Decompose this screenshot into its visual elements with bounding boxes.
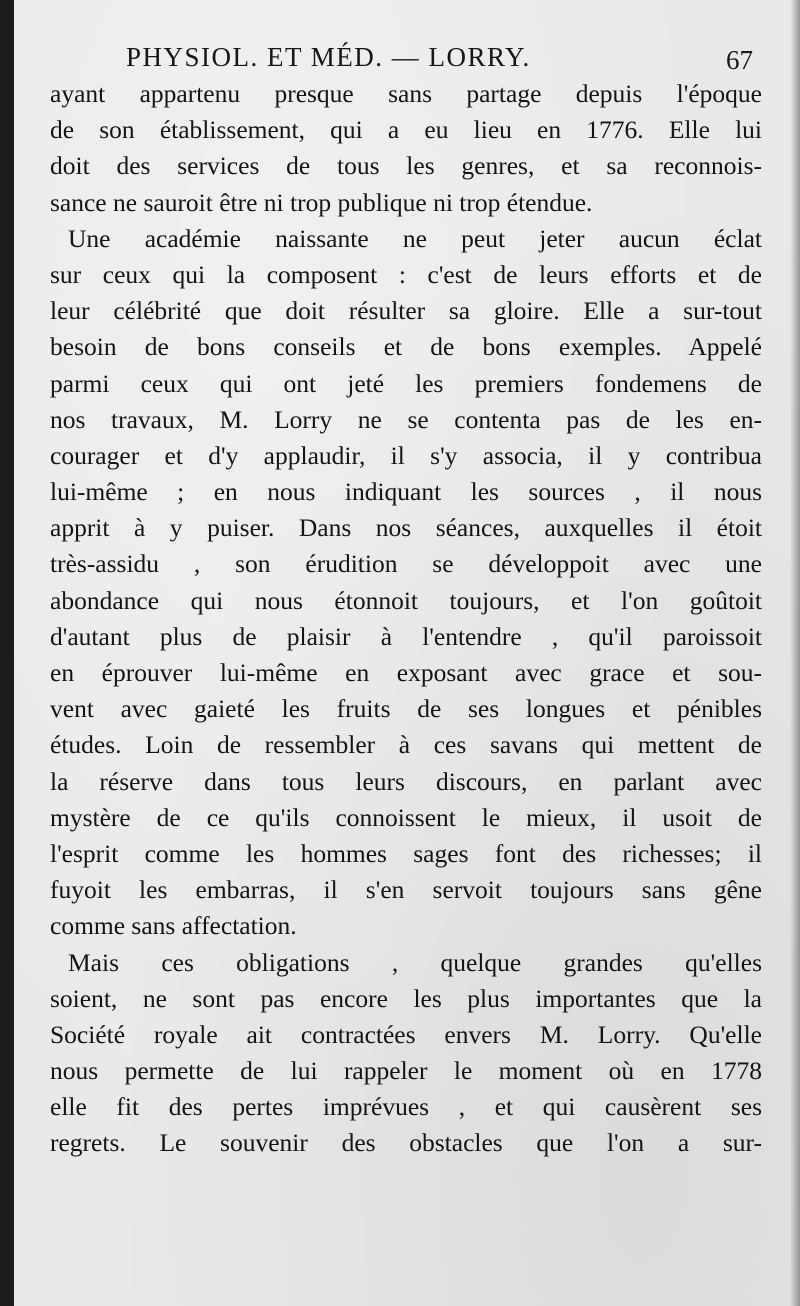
text-line: regrets. Le souvenir des obstacles que l'on a sur- [50,1128,762,1158]
book-page [14,0,800,1306]
text-line: nos travaux, M. Lorry ne se contenta pas de les en- [50,404,762,434]
text-line: besoin de bons conseils et de bons exemples. Appelé [50,332,762,362]
text-line: en éprouver lui-même en exposant avec grace et sou- [50,658,762,687]
text-line: d'autant plus de plaisir à l'entendre , qu'il paroissoit [50,621,762,651]
text-line: Une académie naissante ne peut jeter aucun éclat [68,223,762,253]
text-line: leur célébrité que doit résulter sa gloire. Elle a sur-tout [50,296,762,326]
page-number: 67 [726,45,753,75]
page-header [14,36,800,80]
text-line: doit des services de tous les genres, et sa reconnois- [50,151,762,181]
text-line: lui-même ; en nous indiquant les sources , il nous [50,477,762,507]
text-line: apprit à y puiser. Dans nos séances, auxquelles il étoit [50,513,762,543]
text-line: Mais ces obligations , quelque grandes qu'elles [68,947,762,977]
text-line: de son établissement, qui a eu lieu en 1776. Elle lui [50,115,762,145]
text-line: sance ne sauroit être ni trop publique ni trop étendue. [50,187,593,217]
text-line: l'esprit comme les hommes sages font des richesses; il [50,838,762,868]
text-line: vent avec gaieté les fruits de ses longues et pénibles [50,694,762,724]
paragraph [50,221,762,945]
text-line: abondance qui nous étonnoit toujours, et l'on goûtoit [50,585,762,615]
body-text [50,76,762,1162]
text-line: très-assidu , son érudition se développoit avec une [50,549,762,579]
text-line: sur ceux qui la composent : c'est de leurs efforts et de [50,259,762,289]
text-line: la réserve dans tous leurs discours, en parlant avec [50,766,762,796]
text-line: comme sans affectation. [50,911,297,941]
text-line: soient, ne sont pas encore les plus importantes que la [50,983,762,1013]
text-line: parmi ceux qui ont jeté les premiers fondemens de [50,368,762,398]
text-line: nous permette de lui rappeler le moment où en 1778 [50,1056,762,1086]
text-line: elle fit des pertes imprévues , et qui causèrent ses [50,1092,762,1122]
page-edge-shadow [790,0,800,1306]
running-head: PHYSIOL. ET MÉD. — LORRY. [126,42,531,72]
paragraph [50,945,762,1162]
text-line: Société royale ait contractées envers M. Lorry. Qu'elle [50,1019,762,1049]
text-line: études. Loin de ressembler à ces savans qui mettent de [50,730,762,760]
text-line: mystère de ce qu'ils connoissent le mieux, il usoit de [50,802,762,832]
text-line: fuyoit les embarras, il s'en servoit toujours sans gêne [50,875,762,905]
text-line: ayant appartenu presque sans partage depuis l'époque [50,79,762,108]
paragraph [50,76,762,221]
text-line: courager et d'y applaudir, il s'y associa, il y contribua [50,440,762,470]
